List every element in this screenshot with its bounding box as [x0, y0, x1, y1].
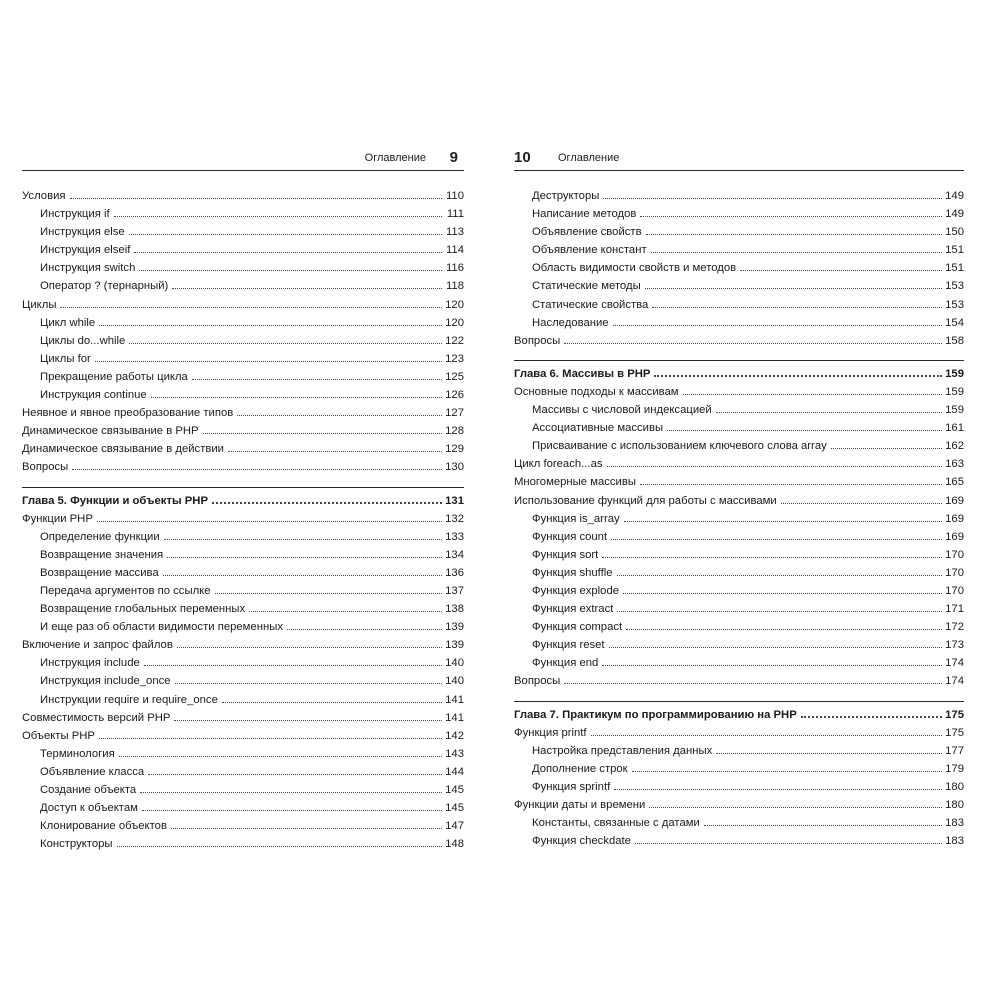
- dot-leader: [97, 520, 442, 522]
- toc-entry-label: Циклы do...while: [40, 334, 126, 347]
- dot-leader: [117, 845, 442, 847]
- toc-entry-label: Функции даты и времени: [514, 799, 646, 811]
- dot-leader: [564, 342, 942, 344]
- header-title: Оглавление: [364, 152, 426, 164]
- toc-entry-page: 177: [945, 744, 964, 757]
- toc-entry-page: 132: [445, 512, 464, 525]
- toc-entry-page: 136: [445, 566, 464, 579]
- toc-entry-page: 145: [445, 802, 464, 815]
- toc-entry-label: Многомерные массивы: [514, 476, 636, 489]
- dot-leader: [192, 378, 442, 380]
- dot-leader: [203, 432, 442, 434]
- toc-entry-label: Цикл foreach...as: [514, 458, 603, 471]
- dot-leader: [646, 233, 942, 235]
- toc-entry-label: Вопросы: [22, 461, 69, 474]
- dot-leader: [172, 287, 442, 289]
- dot-leader: [129, 233, 442, 235]
- toc-entry-page: 180: [945, 799, 964, 811]
- toc-entry-page: 139: [445, 621, 464, 634]
- toc-entry: [22, 654, 464, 672]
- toc-chapter-heading: [22, 487, 464, 510]
- toc-entry: [514, 277, 964, 295]
- dot-leader: [623, 592, 942, 594]
- running-head: [514, 148, 964, 171]
- toc-entry-label: Возвращение глобальных переменных: [40, 603, 246, 616]
- dot-leader: [70, 197, 443, 199]
- toc-entry-page: 142: [445, 729, 464, 742]
- toc-entry: [22, 350, 464, 368]
- toc-entry: [514, 437, 964, 455]
- dot-leader: [704, 824, 942, 826]
- toc-entry-page: 165: [945, 476, 964, 489]
- dot-leader: [129, 342, 442, 344]
- toc-entry: [514, 618, 964, 636]
- toc-entry-label: Цикл while: [40, 316, 96, 329]
- toc-entry-label: Функции PHP: [22, 512, 93, 525]
- toc-entry-page: 128: [445, 425, 464, 438]
- toc-entry: [514, 187, 964, 205]
- toc-entry-page: 111: [446, 208, 464, 221]
- toc-entry-label: Оператор ? (тернарный): [40, 280, 169, 293]
- toc-entry: [514, 528, 964, 546]
- toc-entry-label: Инструкции require и require_once: [40, 693, 218, 706]
- toc-entry-label: Инструкция continue: [40, 389, 147, 402]
- toc-entry-page: 127: [445, 407, 464, 420]
- toc-entry-label: Циклы: [22, 298, 57, 311]
- toc-entry: [22, 510, 464, 528]
- dot-leader: [591, 734, 942, 736]
- toc-entry: [514, 546, 964, 564]
- toc-entry: [514, 796, 964, 814]
- toc-entry: [514, 724, 964, 742]
- toc-entry: [22, 259, 464, 277]
- toc-entry-page: 159: [945, 367, 964, 380]
- toc-entry-label: Функция end: [532, 657, 599, 670]
- toc-entry-label: Создание объекта: [40, 784, 137, 796]
- toc-entry-label: Инструкция include: [40, 657, 140, 670]
- toc-entry: [514, 419, 964, 437]
- toc-entry-label: Объявление класса: [40, 765, 145, 778]
- toc-entry-page: 120: [445, 316, 464, 329]
- toc-entry: [22, 817, 464, 835]
- page-number: 10: [514, 149, 531, 166]
- dot-leader: [781, 502, 942, 504]
- toc-entry-page: 138: [445, 603, 464, 616]
- toc-entry-label: Глава 7. Практикум по программированию на PHP: [514, 708, 797, 721]
- header-title: Оглавление: [558, 152, 620, 164]
- toc-entry-label: Совместимость версий PHP: [22, 711, 171, 724]
- toc-entry-label: Функция is_array: [532, 512, 620, 525]
- toc-entry-page: 174: [945, 675, 964, 688]
- toc-entry-label: Область видимости свойств и методов: [532, 262, 737, 275]
- toc-entry-page: 143: [445, 747, 464, 760]
- toc-entry-label: Наследование: [532, 316, 609, 329]
- toc-entry-label: Ассоциативные массивы: [532, 422, 664, 435]
- toc-entry: [22, 745, 464, 763]
- toc-entry: [514, 636, 964, 654]
- dot-leader: [215, 592, 442, 594]
- toc-entry: [22, 528, 464, 546]
- toc-entry-label: Функция sprintf: [532, 780, 611, 793]
- toc-entry-label: Функция extract: [532, 603, 614, 616]
- toc-entry: [514, 205, 964, 223]
- toc-entry-page: 140: [445, 657, 464, 670]
- dot-leader: [716, 752, 942, 754]
- toc-entry-label: Объявление свойств: [532, 226, 642, 239]
- toc-entry: [514, 564, 964, 582]
- toc-entry-page: 175: [945, 726, 964, 739]
- toc-entry-label: Статические методы: [532, 280, 641, 293]
- toc-entry: [22, 422, 464, 440]
- toc-entry-page: 149: [945, 190, 964, 202]
- dot-leader: [626, 628, 942, 630]
- toc-entry-page: 151: [945, 262, 964, 275]
- toc-entry-label: Глава 5. Функции и объекты PHP: [22, 494, 208, 507]
- toc-entry-label: Возвращение значения: [40, 548, 164, 561]
- toc-entry-page: 141: [445, 693, 464, 706]
- toc-entry-label: Написание методов: [532, 208, 637, 221]
- dot-leader: [632, 770, 942, 772]
- toc-entry: [22, 781, 464, 799]
- toc-entry-label: Массивы с числовой индексацией: [532, 404, 712, 417]
- toc-entry-label: Определение функции: [40, 530, 160, 543]
- toc-entry-label: Вопросы: [514, 334, 561, 347]
- toc-entry-page: 129: [445, 443, 464, 456]
- toc-entry: [514, 492, 964, 510]
- dot-leader: [667, 429, 942, 431]
- toc-entry-page: 151: [945, 244, 964, 257]
- dot-leader: [139, 269, 442, 271]
- toc-entry-label: Инструкция else: [40, 226, 125, 239]
- toc-entry: [514, 259, 964, 277]
- toc-entry: [514, 832, 964, 850]
- toc-entry-label: И еще раз об области видимости переменных: [40, 621, 283, 634]
- toc-entry: [22, 296, 464, 314]
- toc-entry: [22, 440, 464, 458]
- toc-entry: [514, 654, 964, 672]
- toc-entry-label: Деструкторы: [532, 190, 600, 202]
- toc-entry-page: 162: [945, 440, 964, 453]
- toc-entry-page: 173: [945, 639, 964, 652]
- toc-entry: [22, 709, 464, 727]
- toc-entry: [22, 600, 464, 618]
- toc-entry-label: Инструкция if: [40, 208, 110, 221]
- dot-leader: [142, 809, 442, 811]
- toc-entry-page: 123: [445, 352, 464, 365]
- toc-entry-page: 110: [445, 190, 464, 202]
- toc-entry-page: 161: [945, 422, 964, 435]
- toc-entry-label: Прекращение работы цикла: [40, 370, 188, 383]
- toc-entry: [514, 401, 964, 419]
- dot-leader: [652, 306, 942, 308]
- dot-leader: [174, 719, 442, 721]
- toc-entry-page: 133: [445, 530, 464, 543]
- toc-entry-label: Настройка представления данных: [532, 744, 713, 757]
- toc-entry-page: 183: [945, 835, 964, 848]
- dot-leader: [164, 538, 442, 540]
- toc-entry: [514, 332, 964, 350]
- table-of-contents: [22, 187, 464, 853]
- dot-leader: [564, 682, 942, 684]
- toc-entry-page: 170: [945, 566, 964, 579]
- toc-entry: [22, 332, 464, 350]
- dot-leader: [645, 287, 942, 289]
- toc-entry: [514, 383, 964, 401]
- toc-entry-page: 153: [945, 280, 964, 293]
- toc-entry: [22, 546, 464, 564]
- dot-leader: [740, 269, 942, 271]
- dot-leader: [171, 827, 442, 829]
- toc-entry-label: Передача аргументов по ссылке: [40, 584, 211, 597]
- dot-leader: [617, 610, 942, 612]
- dot-leader: [140, 791, 442, 793]
- toc-entry: [514, 672, 964, 690]
- toc-entry-label: Циклы for: [40, 352, 91, 365]
- dot-leader: [716, 411, 942, 413]
- toc-entry: [514, 241, 964, 259]
- dot-leader: [99, 737, 442, 739]
- dot-leader: [617, 574, 942, 576]
- toc-entry: [22, 241, 464, 259]
- toc-entry: [22, 582, 464, 600]
- dot-leader: [144, 664, 442, 666]
- toc-entry-page: 116: [445, 262, 464, 275]
- toc-entry-label: Включение и запрос файлов: [22, 639, 173, 652]
- toc-entry-label: Условия: [22, 190, 66, 202]
- toc-entry-label: Объявление констант: [532, 244, 647, 257]
- dot-leader: [249, 610, 442, 612]
- toc-entry-page: 169: [945, 494, 964, 507]
- toc-entry-label: Основные подходы к массивам: [514, 385, 679, 398]
- toc-entry-label: Присваивание с использованием ключевого слова array: [532, 440, 827, 453]
- toc-entry: [22, 564, 464, 582]
- toc-entry-page: 150: [945, 226, 964, 239]
- toc-entry: [514, 510, 964, 528]
- toc-entry: [22, 205, 464, 223]
- toc-entry-label: Функция shuffle: [532, 566, 613, 579]
- toc-entry-page: 170: [945, 548, 964, 561]
- toc-entry-page: 125: [445, 370, 464, 383]
- toc-entry-page: 159: [945, 404, 964, 417]
- dot-leader: [801, 715, 942, 718]
- toc-entry: [22, 691, 464, 709]
- dot-leader: [114, 215, 442, 217]
- toc-entry: [22, 277, 464, 295]
- toc-entry-label: Использование функций для работы с массивами: [514, 494, 777, 507]
- toc-entry: [22, 636, 464, 654]
- toc-entry: [22, 799, 464, 817]
- toc-entry-label: Инструкция elseif: [40, 244, 131, 257]
- toc-entry: [22, 835, 464, 853]
- toc-entry-page: 137: [445, 584, 464, 597]
- toc-entry-page: 153: [945, 298, 964, 311]
- toc-entry-page: 134: [445, 548, 464, 561]
- dot-leader: [95, 360, 442, 362]
- toc-chapter-heading: [514, 701, 964, 724]
- toc-entry-page: 126: [445, 389, 464, 402]
- dot-leader: [222, 701, 442, 703]
- toc-entry-label: Функция printf: [514, 726, 587, 739]
- dot-leader: [640, 483, 942, 485]
- toc-entry-label: Статические свойства: [532, 298, 649, 311]
- toc-entry: [514, 814, 964, 832]
- dot-leader: [228, 450, 442, 452]
- dot-leader: [60, 306, 442, 308]
- toc-entry: [514, 582, 964, 600]
- toc-entry: [514, 473, 964, 491]
- dot-leader: [640, 215, 942, 217]
- dot-leader: [635, 842, 942, 844]
- dot-leader: [603, 197, 942, 199]
- dot-leader: [212, 501, 442, 504]
- toc-entry-page: 171: [945, 603, 964, 616]
- toc-entry: [22, 618, 464, 636]
- toc-entry: [22, 763, 464, 781]
- toc-entry: [514, 296, 964, 314]
- toc-entry-page: 139: [445, 639, 464, 652]
- toc-entry-label: Константы, связанные с датами: [532, 817, 700, 830]
- dot-leader: [99, 324, 442, 326]
- toc-entry-page: 180: [945, 780, 964, 793]
- toc-entry: [22, 404, 464, 422]
- toc-entry: [22, 672, 464, 690]
- toc-entry-page: 131: [445, 494, 464, 507]
- dot-leader: [602, 664, 942, 666]
- toc-entry-page: 169: [945, 530, 964, 543]
- toc-entry-page: 120: [445, 298, 464, 311]
- toc-entry-page: 122: [445, 334, 464, 347]
- dot-leader: [649, 806, 942, 808]
- dot-leader: [613, 324, 942, 326]
- toc-entry-label: Динамическое связывание в действии: [22, 443, 224, 456]
- toc-entry-label: Функция compact: [532, 621, 623, 634]
- toc-entry-label: Доступ к объектам: [40, 802, 138, 815]
- toc-entry-label: Инструкция switch: [40, 262, 136, 275]
- toc-entry-page: 163: [945, 458, 964, 471]
- dot-leader: [119, 755, 442, 757]
- toc-entry-page: 175: [945, 708, 964, 721]
- dot-leader: [163, 574, 442, 576]
- toc-entry-page: 140: [445, 675, 464, 688]
- dot-leader: [148, 773, 442, 775]
- toc-entry: [514, 314, 964, 332]
- toc-entry: [514, 223, 964, 241]
- toc-entry-label: Неявное и явное преобразование типов: [22, 407, 234, 420]
- toc-entry-page: 118: [445, 280, 464, 293]
- dot-leader: [237, 414, 442, 416]
- toc-entry-page: 169: [945, 512, 964, 525]
- dot-leader: [651, 251, 942, 253]
- toc-entry-label: Терминология: [40, 747, 115, 760]
- toc-entry-page: 174: [945, 657, 964, 670]
- toc-entry: [22, 223, 464, 241]
- toc-entry-label: Динамическое связывание в PHP: [22, 425, 199, 438]
- dot-leader: [683, 393, 942, 395]
- toc-entry-label: Конструкторы: [40, 838, 113, 851]
- toc-entry-page: 183: [945, 817, 964, 830]
- dot-leader: [614, 788, 942, 790]
- toc-entry-label: Объекты PHP: [22, 729, 95, 742]
- dot-leader: [177, 646, 442, 648]
- toc-entry: [22, 368, 464, 386]
- dot-leader: [72, 468, 442, 470]
- toc-entry-label: Функция reset: [532, 639, 605, 652]
- dot-leader: [167, 556, 442, 558]
- toc-entry-page: 144: [445, 765, 464, 778]
- toc-entry-label: Функция explode: [532, 584, 620, 597]
- dot-leader: [611, 538, 942, 540]
- toc-entry-page: 130: [445, 461, 464, 474]
- dot-leader: [151, 396, 442, 398]
- dot-leader: [609, 646, 942, 648]
- table-of-contents: [514, 187, 964, 850]
- toc-entry-page: 154: [945, 316, 964, 329]
- dot-leader: [654, 374, 942, 377]
- toc-entry-page: 179: [945, 762, 964, 775]
- dot-leader: [134, 251, 442, 253]
- dot-leader: [831, 447, 942, 449]
- toc-entry-page: 113: [445, 226, 464, 239]
- page-number: 9: [449, 149, 458, 166]
- dot-leader: [607, 465, 943, 467]
- toc-entry: [514, 760, 964, 778]
- toc-entry-label: Возвращение массива: [40, 566, 159, 579]
- toc-entry: [514, 778, 964, 796]
- toc-entry-label: Вопросы: [514, 675, 561, 688]
- toc-entry: [514, 455, 964, 473]
- toc-entry-page: 145: [445, 784, 464, 796]
- toc-entry-label: Функция count: [532, 530, 608, 543]
- toc-entry-label: Глава 6. Массивы в PHP: [514, 367, 651, 380]
- toc-entry: [514, 600, 964, 618]
- dot-leader: [624, 520, 942, 522]
- toc-entry-page: 114: [445, 244, 464, 257]
- toc-entry-page: 170: [945, 584, 964, 597]
- toc-entry-page: 172: [945, 621, 964, 634]
- toc-chapter-heading: [514, 360, 964, 383]
- toc-entry-page: 141: [445, 711, 464, 724]
- toc-entry: [22, 727, 464, 745]
- toc-entry-page: 147: [445, 820, 464, 833]
- toc-entry: [22, 458, 464, 476]
- toc-entry-page: 149: [945, 208, 964, 221]
- toc-entry-label: Функция checkdate: [532, 835, 631, 848]
- toc-entry-label: Функция sort: [532, 548, 599, 561]
- toc-entry-label: Клонирование объектов: [40, 820, 167, 833]
- toc-entry-label: Дополнение строк: [532, 762, 628, 775]
- toc-entry: [22, 386, 464, 404]
- dot-leader: [175, 682, 442, 684]
- toc-entry-label: Инструкция include_once: [40, 675, 171, 688]
- toc-entry-page: 158: [945, 334, 964, 347]
- toc-entry: [22, 187, 464, 205]
- toc-entry-page: 148: [445, 838, 464, 851]
- dot-leader: [287, 628, 442, 630]
- dot-leader: [602, 556, 942, 558]
- toc-entry-page: 159: [945, 385, 964, 398]
- toc-entry: [514, 742, 964, 760]
- running-head: [22, 148, 464, 171]
- toc-entry: [22, 314, 464, 332]
